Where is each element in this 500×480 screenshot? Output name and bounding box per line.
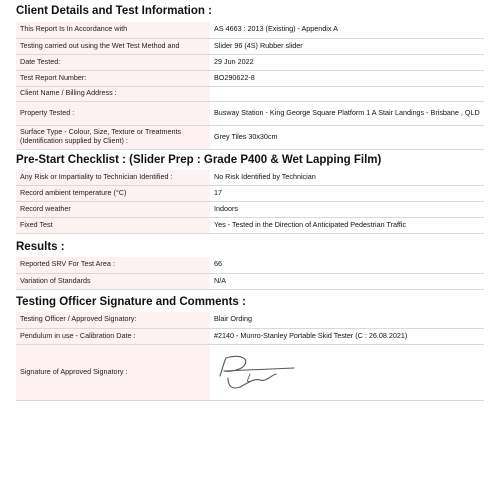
row-value: Blair Ording <box>210 312 484 328</box>
table-row <box>16 328 484 344</box>
row-value: 17 <box>210 185 484 201</box>
table-row <box>16 86 484 101</box>
row-label: Reported SRV For Test Area : <box>16 257 210 273</box>
row-value: 29 Jun 2022 <box>210 54 484 70</box>
table-row <box>16 38 484 54</box>
row-value: Yes - Tested in the Direction of Anticipated Pedestrian Traffic <box>210 217 484 233</box>
table-row <box>16 217 484 233</box>
row-value: AS 4663 : 2013 (Existing) - Appendix A <box>210 22 484 38</box>
row-value: N/A <box>210 273 484 289</box>
row-value: Grey Tiles 30x30cm <box>210 125 484 149</box>
row-label: Client Name / Billing Address : <box>16 86 210 101</box>
table-row <box>16 344 484 400</box>
client-details-title: Client Details and Test Information : <box>16 5 212 17</box>
table-row <box>16 257 484 273</box>
row-value: #2140 - Munro-Stanley Portable Skid Tester (C : 26.08.2021) <box>210 328 484 344</box>
client-details-table <box>16 22 484 150</box>
prestart-checklist-table <box>16 170 484 234</box>
table-row <box>16 101 484 125</box>
signature-cell <box>210 344 484 400</box>
table-row <box>16 70 484 86</box>
row-label: This Report Is In Accordance with <box>16 22 210 38</box>
row-value: Slider 96 (4S) Rubber slider <box>210 38 484 54</box>
table-row <box>16 22 484 38</box>
row-label: Fixed Test <box>16 217 210 233</box>
table-row <box>16 125 484 149</box>
row-label: Testing Officer / Approved Signatory: <box>16 312 210 328</box>
row-label: Record weather <box>16 201 210 217</box>
table-row <box>16 312 484 328</box>
table-row <box>16 185 484 201</box>
row-label: Property Tested : <box>16 101 210 125</box>
table-row <box>16 54 484 70</box>
row-label: Pendulum in use - Calibration Date : <box>16 328 210 344</box>
row-value: Indoors <box>210 201 484 217</box>
row-label: Date Tested: <box>16 54 210 70</box>
row-value: BO290622-8 <box>210 70 484 86</box>
officer-signature-title: Testing Officer Signature and Comments : <box>16 296 246 308</box>
row-label: Any Risk or Impartiality to Technician Identified : <box>16 170 210 185</box>
row-value: No Risk Identified by Technician <box>210 170 484 185</box>
row-label: Record ambient temperature (°C) <box>16 185 210 201</box>
row-value: 66 <box>210 257 484 273</box>
row-label: Variation of Standards <box>16 273 210 289</box>
prestart-checklist-title: Pre-Start Checklist : (Slider Prep : Grade P400 & Wet Lapping Film) <box>16 154 382 166</box>
results-title: Results : <box>16 241 65 253</box>
row-label: Test Report Number: <box>16 70 210 86</box>
table-row <box>16 170 484 185</box>
results-table <box>16 257 484 290</box>
row-value: Busway Station - King George Square Platform 1 A Stair Landings - Brisbane , QLD <box>210 101 484 125</box>
signature-icon <box>214 350 304 394</box>
row-label: Signature of Approved Signatory : <box>16 344 210 400</box>
row-value <box>210 86 484 101</box>
officer-signature-table <box>16 312 484 401</box>
table-row <box>16 201 484 217</box>
table-row <box>16 273 484 289</box>
row-label: Surface Type - Colour, Size, Texture or Treatments (Identification supplied by Client) : <box>16 125 210 149</box>
row-label: Testing carried out using the Wet Test Method and <box>16 38 210 54</box>
